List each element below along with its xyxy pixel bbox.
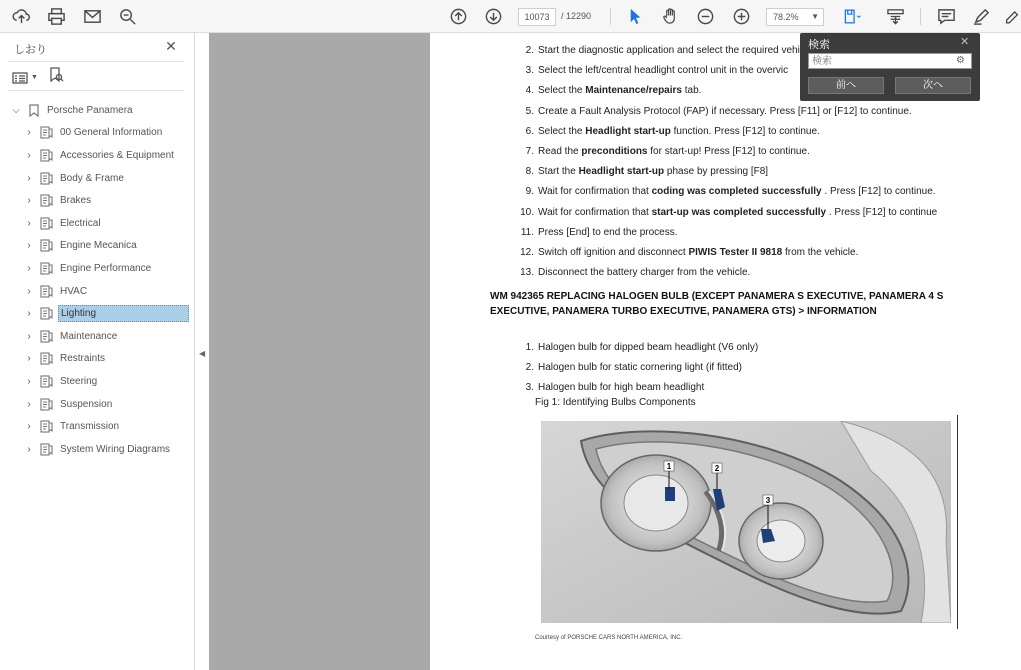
bookmarks-panel-title: しおり xyxy=(14,44,47,56)
bookmark-page-icon xyxy=(40,375,53,388)
bookmark-item-label: 00 General Information xyxy=(60,127,163,139)
search-zoom-icon[interactable] xyxy=(114,4,140,28)
step-number: 2. xyxy=(525,45,534,56)
bookmark-item[interactable] xyxy=(0,144,194,167)
chevron-right-icon[interactable]: › xyxy=(27,262,31,274)
close-icon[interactable]: ✕ xyxy=(960,36,970,48)
bookmark-page-icon xyxy=(40,262,53,275)
chevron-right-icon[interactable]: › xyxy=(27,398,31,410)
chevron-right-icon[interactable]: › xyxy=(27,421,31,433)
callout-label: 3 xyxy=(765,496,771,505)
headlight-illustration xyxy=(541,421,951,623)
bookmark-item[interactable] xyxy=(0,257,194,280)
panel-splitter[interactable] xyxy=(196,33,209,670)
callout-label: 2 xyxy=(714,464,720,473)
page-number-input[interactable]: 10073 xyxy=(518,8,556,26)
step-text: Start the xyxy=(538,166,579,177)
step-text: Select the xyxy=(538,85,586,96)
bookmark-item[interactable] xyxy=(0,415,194,438)
bookmarks-panel xyxy=(0,33,195,670)
bookmark-item[interactable] xyxy=(0,122,194,145)
page-display-icon[interactable] xyxy=(836,4,868,28)
mail-icon[interactable] xyxy=(79,4,105,28)
bookmarks-tools xyxy=(12,67,64,88)
step-text-tail: function. Press [F12] to continue. xyxy=(670,126,820,137)
step-text-tail: from the vehicle. xyxy=(782,247,859,258)
bookmark-page-icon xyxy=(40,217,53,230)
bookmark-tree xyxy=(0,99,194,461)
step-bold-text: start-up was completed successfully xyxy=(651,207,827,218)
chevron-down-icon: ▼ xyxy=(811,12,819,21)
bookmark-page-icon xyxy=(40,172,53,185)
bulb-text: Halogen bulb for dipped beam headlight (V6 only) xyxy=(538,342,759,353)
step-item xyxy=(510,126,820,137)
previous-page-icon[interactable] xyxy=(445,4,471,28)
step-text-tail: tab. xyxy=(681,85,702,96)
bulb-item xyxy=(510,382,704,393)
step-text-tail: phase by pressing [F8] xyxy=(664,166,769,177)
step-item xyxy=(510,45,800,56)
bulb-number: 3. xyxy=(525,382,534,393)
bookmark-page-icon xyxy=(40,307,53,320)
step-item xyxy=(510,267,750,278)
find-previous-button[interactable]: 前へ xyxy=(808,77,884,94)
callout-label: 1 xyxy=(666,462,672,471)
step-text: Create a Fault Analysis Protocol (FAP) if necessary. Press [F11] or [F12] to continue. xyxy=(538,106,912,117)
bookmark-item[interactable] xyxy=(0,302,194,325)
step-text: Read the xyxy=(538,146,582,157)
print-icon[interactable] xyxy=(43,4,69,28)
toolbar-separator xyxy=(610,8,611,25)
figure-courtesy: Courtesy of PORSCHE CARS NORTH AMERICA, INC. xyxy=(535,635,683,641)
bookmark-item-label: Engine Mecanica xyxy=(60,240,137,252)
chevron-right-icon[interactable]: › xyxy=(27,127,31,139)
bookmark-item[interactable] xyxy=(0,235,194,258)
chevron-right-icon[interactable]: › xyxy=(27,330,31,342)
step-text-tail: . Press [F12] to continue xyxy=(826,207,938,218)
cloud-upload-icon[interactable] xyxy=(8,4,34,28)
bookmark-item[interactable] xyxy=(0,167,194,190)
find-next-button[interactable]: 次へ xyxy=(895,77,971,94)
bookmark-item-label: Lighting xyxy=(58,305,189,322)
bookmark-item-label: Maintenance xyxy=(60,330,118,342)
bookmark-page-icon xyxy=(40,398,53,411)
bookmark-item-label: Brakes xyxy=(60,195,92,207)
bookmark-item-label: System Wiring Diagrams xyxy=(60,443,171,455)
collapse-panel-icon[interactable]: ◀ xyxy=(199,349,206,358)
figure-caption: Fig 1: Identifying Bulbs Components xyxy=(535,397,696,408)
chevron-right-icon[interactable]: › xyxy=(27,149,31,161)
step-item xyxy=(510,146,810,157)
step-item xyxy=(510,85,701,96)
options-menu-icon[interactable]: ▼ xyxy=(12,72,38,84)
chevron-right-icon[interactable]: › xyxy=(27,172,31,184)
find-input[interactable] xyxy=(808,53,972,69)
bookmark-icon xyxy=(28,104,41,117)
bookmark-children xyxy=(0,122,194,461)
bookmark-item[interactable] xyxy=(0,393,194,416)
chevron-right-icon[interactable]: › xyxy=(27,195,31,207)
step-item xyxy=(510,65,788,76)
step-text: Select the left/central headlight control unit in the overvic xyxy=(538,65,789,76)
bulb-number: 2. xyxy=(525,362,534,373)
bookmark-item-label: Engine Performance xyxy=(60,262,152,274)
section-heading: WM 942365 REPLACING HALOGEN BULB (EXCEPT PANAMERA S EXECUTIVE, PANAMERA 4 S EXECUTIVE, PANAMERA TURBO EXECUTIVE, PANAMERA GTS) > INFORMATION xyxy=(490,291,944,317)
bookmark-item-label: Electrical xyxy=(60,217,101,229)
bookmark-item-label: Suspension xyxy=(60,398,113,410)
hand-tool-icon[interactable] xyxy=(657,4,683,28)
step-text: Switch off ignition and disconnect xyxy=(538,247,689,258)
chevron-right-icon[interactable]: › xyxy=(27,375,31,387)
bulb-number: 1. xyxy=(525,342,534,353)
scroll-mode-icon[interactable] xyxy=(882,4,908,28)
document-page xyxy=(430,33,1021,670)
step-item xyxy=(510,207,937,218)
chevron-down-icon[interactable]: ⌵ xyxy=(12,104,20,116)
step-number: 4. xyxy=(525,85,534,96)
bookmark-item-label: Accessories & Equipment xyxy=(60,149,174,161)
bulb-item xyxy=(510,342,758,353)
sign-icon[interactable] xyxy=(1003,4,1021,28)
bookmark-find-icon[interactable] xyxy=(48,67,64,88)
figure-rule xyxy=(957,415,958,629)
bulb-text: Halogen bulb for static cornering light (if fitted) xyxy=(538,362,742,373)
divider xyxy=(8,61,184,62)
step-text: Wait for confirmation that xyxy=(538,207,652,218)
step-bold-text: preconditions xyxy=(581,146,648,157)
close-icon[interactable]: ✕ xyxy=(165,38,177,54)
step-number: 12. xyxy=(520,247,534,258)
bookmark-item[interactable] xyxy=(0,280,194,303)
step-item xyxy=(510,186,936,197)
bookmark-item[interactable] xyxy=(0,189,194,212)
comment-icon[interactable] xyxy=(933,4,959,28)
step-bold-text: PIWIS Tester II 9818 xyxy=(688,247,783,258)
zoom-level-select[interactable] xyxy=(766,8,824,26)
bookmark-item-label: HVAC xyxy=(60,285,88,297)
bookmark-item[interactable] xyxy=(0,370,194,393)
zoom-out-icon[interactable] xyxy=(692,4,718,28)
bookmark-item[interactable] xyxy=(0,325,194,348)
step-bold-text: Headlight start-up xyxy=(578,166,665,177)
step-number: 7. xyxy=(525,146,534,157)
step-item xyxy=(510,227,678,238)
bookmark-page-icon xyxy=(40,194,53,207)
gear-icon[interactable]: ⚙ xyxy=(956,55,965,66)
step-text: Press [End] to end the process. xyxy=(538,227,678,238)
bookmark-page-icon xyxy=(40,239,53,252)
bulb-text: Halogen bulb for high beam headlight xyxy=(538,382,705,393)
step-bold-text: Maintenance/repairs xyxy=(585,85,682,96)
bookmark-item-label: Transmission xyxy=(60,421,120,433)
bookmark-page-icon xyxy=(40,352,53,365)
select-pointer-icon[interactable] xyxy=(622,4,648,28)
step-number: 8. xyxy=(525,166,534,177)
bookmark-item[interactable] xyxy=(0,438,194,461)
zoom-in-icon[interactable] xyxy=(728,4,754,28)
step-text: Wait for confirmation that xyxy=(538,186,652,197)
bookmark-item-label: Body & Frame xyxy=(60,172,124,184)
bookmark-page-icon xyxy=(40,443,53,456)
bookmark-item[interactable] xyxy=(0,348,194,371)
bookmark-item[interactable] xyxy=(0,212,194,235)
chevron-right-icon[interactable]: › xyxy=(27,217,31,229)
step-number: 9. xyxy=(525,186,534,197)
next-page-icon[interactable] xyxy=(480,4,506,28)
bookmark-page-icon xyxy=(40,285,53,298)
step-item xyxy=(510,166,768,177)
main-toolbar xyxy=(0,0,1021,33)
chevron-right-icon[interactable]: › xyxy=(27,443,31,455)
find-title: 検索 xyxy=(808,39,830,51)
step-text-tail: for start-up! Press [F12] to continue. xyxy=(647,146,810,157)
bookmark-root[interactable] xyxy=(0,99,194,122)
chevron-right-icon[interactable]: › xyxy=(27,285,31,297)
bulb-item xyxy=(510,362,742,373)
chevron-right-icon[interactable]: › xyxy=(27,308,31,320)
page-total-label: / 12290 xyxy=(561,11,592,21)
step-number: 13. xyxy=(520,267,534,278)
divider xyxy=(8,90,184,91)
step-text: Select the xyxy=(538,126,586,137)
zoom-level-value: 78.2% xyxy=(773,12,799,22)
chevron-right-icon[interactable]: › xyxy=(27,353,31,365)
bookmark-item-label: Steering xyxy=(60,375,98,387)
step-item xyxy=(510,106,912,117)
step-text: Start the diagnostic application and select the required vehi xyxy=(538,45,800,56)
step-number: 10. xyxy=(520,207,534,218)
step-bold-text: coding was completed successfully xyxy=(651,186,822,197)
step-number: 3. xyxy=(525,65,534,76)
headlight-figure xyxy=(541,421,951,623)
step-number: 5. xyxy=(525,106,534,117)
bookmark-page-icon xyxy=(40,420,53,433)
step-number: 11. xyxy=(520,227,534,238)
step-number: 6. xyxy=(525,126,534,137)
find-popup xyxy=(800,33,980,101)
bookmark-root-label: Porsche Panamera xyxy=(47,104,133,116)
highlight-pen-icon[interactable] xyxy=(968,4,994,28)
bookmark-page-icon xyxy=(40,330,53,343)
bookmark-page-icon xyxy=(40,149,53,162)
step-item xyxy=(510,247,858,258)
bookmark-page-icon xyxy=(40,126,53,139)
chevron-right-icon[interactable]: › xyxy=(27,240,31,252)
toolbar-separator xyxy=(920,8,921,25)
document-background xyxy=(209,33,430,670)
step-text-tail: . Press [F12] to continue. xyxy=(821,186,936,197)
step-bold-text: Headlight start-up xyxy=(585,126,671,137)
step-text: Disconnect the battery charger from the vehicle. xyxy=(538,267,751,278)
bookmark-item-label: Restraints xyxy=(60,353,106,365)
